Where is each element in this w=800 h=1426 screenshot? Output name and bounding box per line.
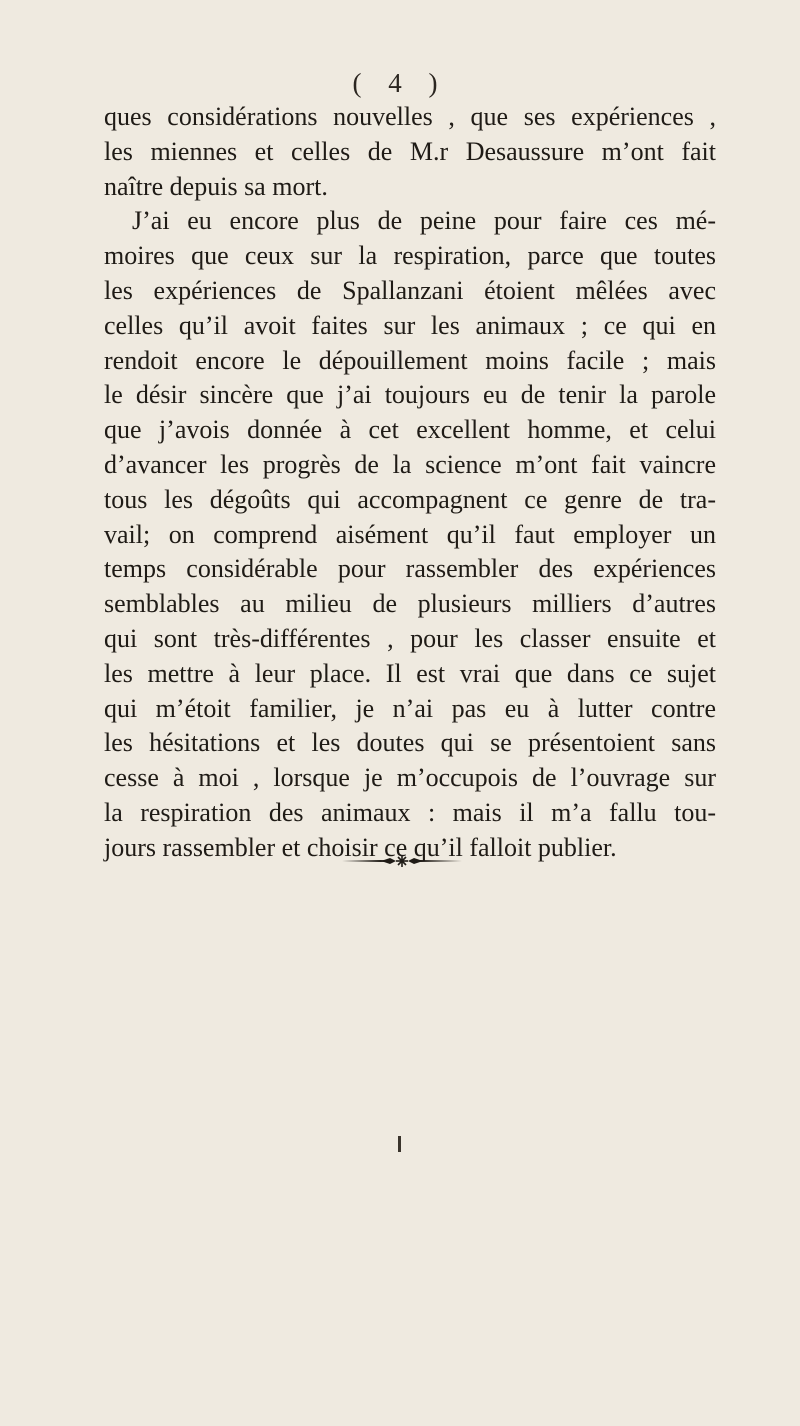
text-line: celles qu’il avoit faites sur les animaux ; ce qui en — [104, 310, 716, 340]
text-line: naître depuis sa mort. — [104, 171, 328, 201]
text-line: qui m’étoit familier, je n’ai pas eu à lutter contre — [104, 693, 716, 723]
text-line: ques considérations nouvelles , que ses expériences , — [104, 102, 716, 131]
text-line: rendoit encore le dépouillement moins facile ; mais — [104, 345, 716, 375]
text-line: la respiration des animaux : mais il m’a fallu tou- — [104, 797, 716, 827]
text-line: semblables au milieu de plusieurs milliers d’autres — [104, 589, 716, 619]
page-number: ( 4 ) — [352, 68, 448, 98]
text-line: les expériences de Spallanzani étoient mêlées avec — [104, 275, 716, 305]
text-line: les hésitations et les doutes qui se présentoient sans — [104, 728, 716, 758]
text-line: les miennes et celles de M.r Desaussure m’ont fait — [104, 136, 716, 166]
text-line: les mettre à leur place. Il est vrai que dans ce sujet — [104, 658, 716, 688]
text-line: temps considérable pour rassembler des expériences — [104, 554, 716, 584]
text-line: d’avancer les progrès de la science m’ont fait vaincre — [104, 449, 716, 479]
text-line: que j’avois donnée à cet excellent homme, et celui — [104, 415, 716, 445]
text-line: jours rassembler et choisir ce qu’il falloit publier. — [104, 832, 617, 862]
printer-mark — [398, 1136, 401, 1152]
text-line: vail; on comprend aisément qu’il faut employer un — [104, 519, 716, 549]
text-line: cesse à moi , lorsque je m’occupois de l’ouvrage sur — [104, 763, 716, 793]
ornamental-rule-icon — [340, 854, 464, 868]
body-text — [104, 100, 716, 866]
text-line: moires que ceux sur la respiration, parce que toutes — [104, 241, 716, 271]
text-line: le désir sincère que j’ai toujours eu de tenir la parole — [104, 380, 716, 410]
text-line: tous les dégoûts qui accompagnent ce genre de tra- — [104, 484, 716, 514]
text-line: J’ai eu encore plus de peine pour faire ces mé- — [132, 206, 716, 236]
text-line: qui sont très-différentes , pour les classer ensuite et — [104, 623, 716, 653]
